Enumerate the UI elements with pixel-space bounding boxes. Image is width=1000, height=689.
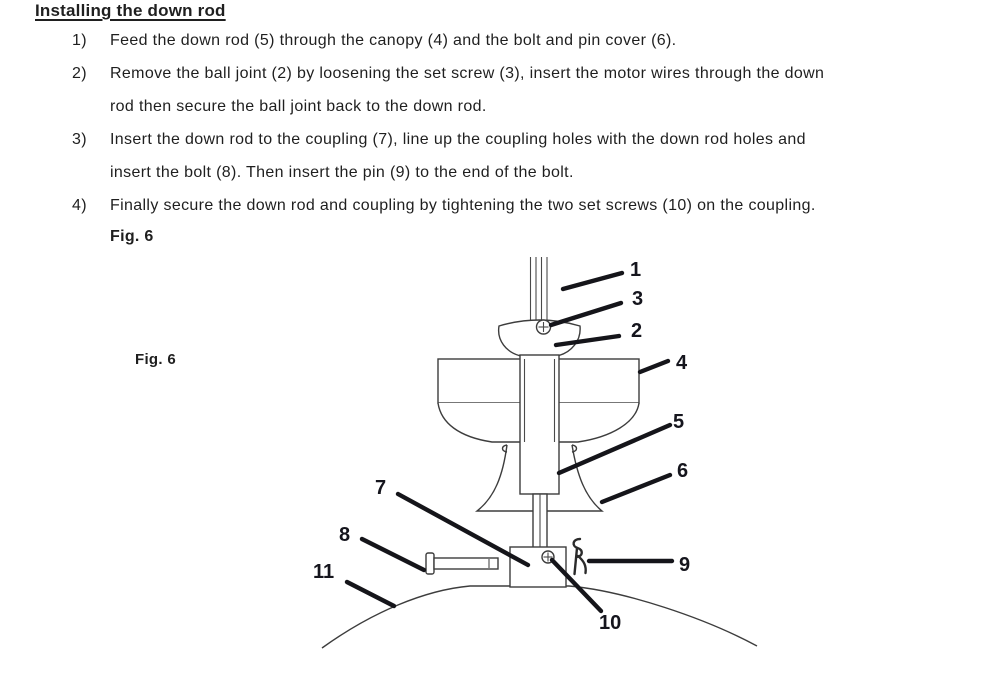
step-text: insert the bolt (8). Then insert the pin (9) to the end of the bolt. [110,164,574,181]
callout-3: 3 [632,288,644,310]
step-number: 1) [72,32,87,49]
step-text: Remove the ball joint (2) by loosening the set screw (3), insert the motor wires through the down [110,65,825,82]
step-number: 3) [72,131,87,148]
step-number: 2) [72,65,87,82]
leader-3 [551,303,621,325]
leader-4 [640,361,668,372]
step-number: 4) [72,197,87,214]
callout-10: 10 [599,612,622,634]
motor-housing [322,586,757,648]
callout-5: 5 [673,411,685,433]
step-text: Feed the down rod (5) through the canopy (4) and the bolt and pin cover (6). [110,32,677,49]
down-rod [520,355,559,494]
callout-7: 7 [375,477,387,499]
leader-8 [362,539,424,570]
down-rod-lower [533,494,547,548]
leader-6 [602,475,670,502]
figure-side-caption: Fig. 6 [135,351,176,368]
step-text: Insert the down rod to the coupling (7), line up the coupling holes with the down rod holes and [110,131,806,148]
figure-caption: Fig. 6 [110,228,154,245]
callout-11: 11 [313,561,335,583]
step-text: Finally secure the down rod and coupling by tightening the two set screws (10) on the coupling. [110,197,816,214]
motor-wires [531,257,548,324]
step-text: rod then secure the ball joint back to the down rod. [110,98,487,115]
set-screw [537,320,551,334]
bolt [426,553,498,574]
callout-1: 1 [630,259,642,281]
callout-2: 2 [631,320,643,342]
callout-6: 6 [677,460,689,482]
page-title: Installing the down rod [35,1,226,20]
pin [574,539,586,574]
callout-9: 9 [679,554,691,576]
callout-4: 4 [676,352,688,374]
leader-1 [563,273,622,289]
callout-8: 8 [339,524,351,546]
leader-11 [347,582,394,606]
